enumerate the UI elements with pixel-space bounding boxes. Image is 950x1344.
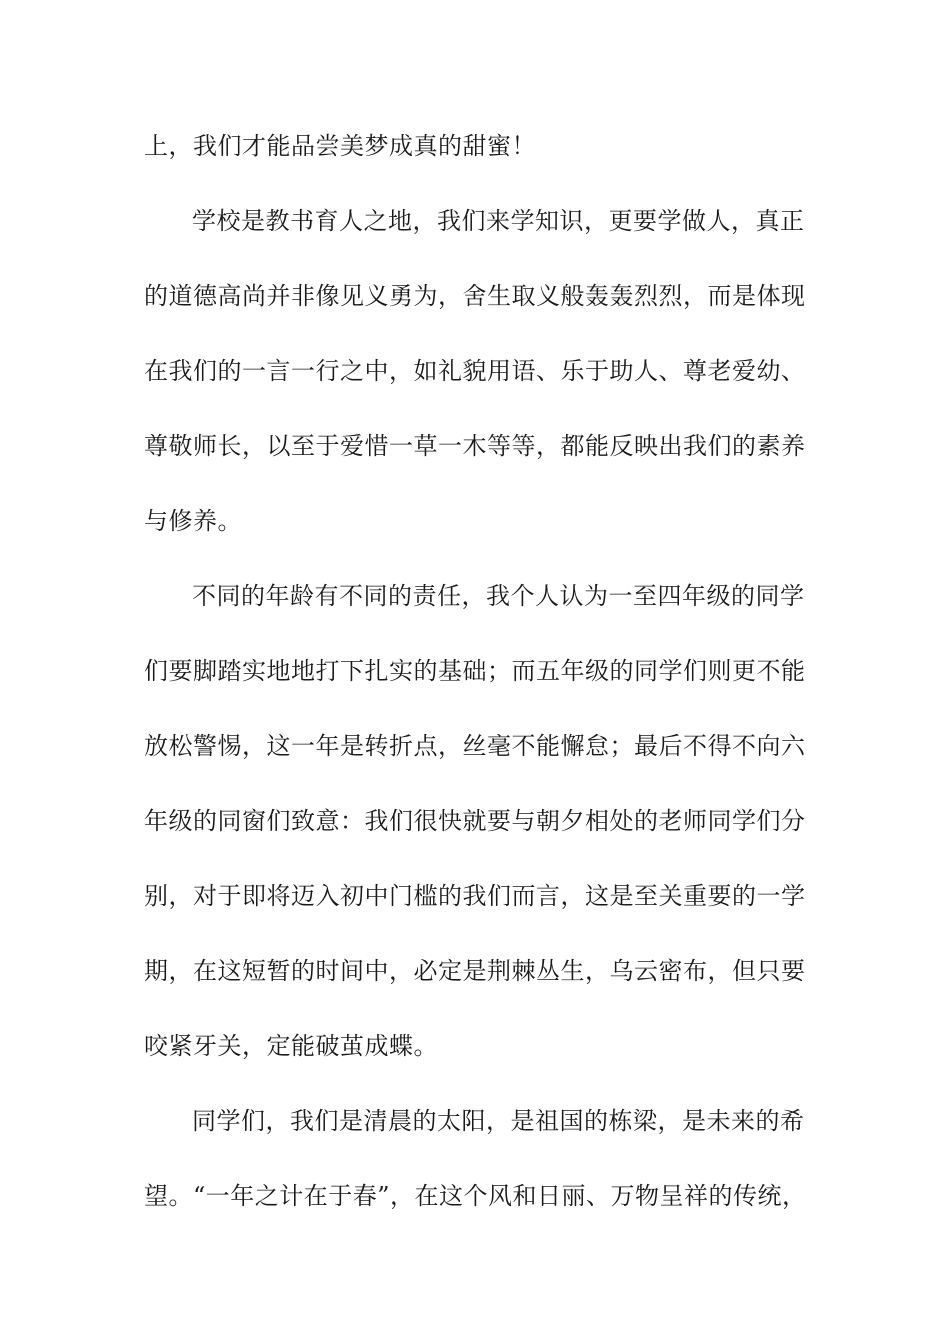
text-line: 在我们的一言一行之中，如礼貌用语、乐于助人、尊老爱幼、 [144,357,806,385]
paragraph-first-line: 不同的年龄有不同的责任，我个人认为一至四年级的同学 [192,582,805,610]
text-line: 上，我们才能品尝美梦成真的甜蜜！ [144,132,536,160]
text-line: 们要脚踏实地地打下扎实的基础；而五年级的同学们则更不能 [144,657,806,685]
text-line: 期，在这短暂的时间中，必定是荆棘丛生，乌云密布，但只要 [144,957,806,985]
text-line: 的道德高尚并非像见义勇为，舍生取义般轰轰烈烈，而是体现 [144,282,806,310]
text-line: 别，对于即将迈入初中门槛的我们而言，这是至关重要的一学 [144,882,806,910]
text-line: 望。“一年之计在于春”，在这个风和日丽、万物呈祥的传统， [144,1182,807,1210]
body-text [144,128,824,1253]
text-line: 咬紧牙关，定能破茧成蝶。 [144,1032,438,1060]
text-line: 与修养。 [144,507,242,535]
text-line: 放松警惕，这一年是转折点，丝毫不能懈怠；最后不得不向六 [144,732,806,760]
text-line: 尊敬师长，以至于爱惜一草一木等等，都能反映出我们的素养 [144,432,806,460]
text-line: 年级的同窗们致意：我们很快就要与朝夕相处的老师同学们分 [144,807,806,835]
paragraph-first-line: 同学们，我们是清晨的太阳，是祖国的栋梁，是未来的希 [192,1107,805,1135]
paragraph-first-line: 学校是教书育人之地，我们来学知识，更要学做人，真正 [192,207,805,235]
